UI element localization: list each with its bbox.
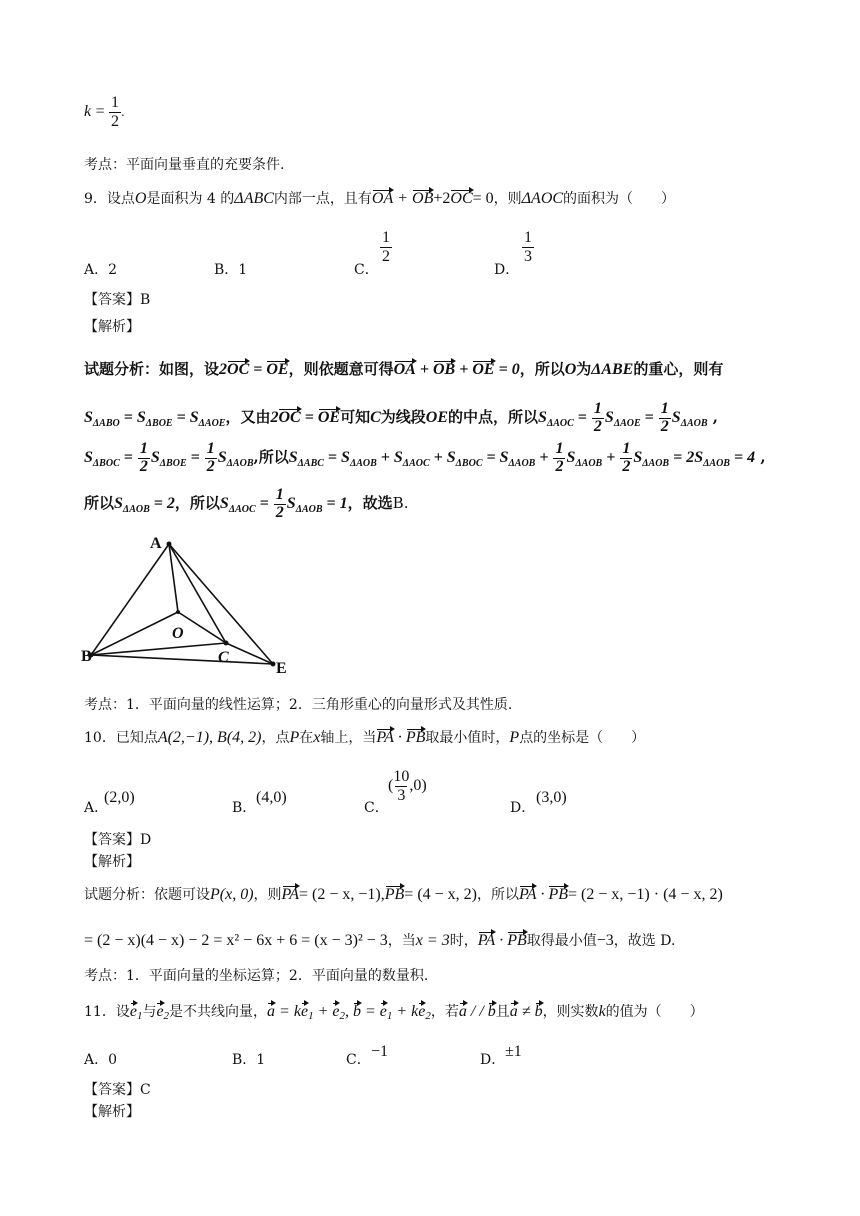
q10-option-c: C． [364,800,389,816]
q9-analysis-line4: 所以$S_{\Delta AOB} = 2$，所以$S_{\Delta AOC}$ = $\frac{1}{2}$ $S_{\Delta AOB} = 1$，故选B. [84,486,409,521]
q10-option-b: B． [232,800,257,816]
q10-option-c-val: ( $\frac{10}{3}$ ,0) [388,768,427,804]
edge-ce [226,643,273,664]
q10-option-a: A． [84,800,109,816]
edge-oc [178,612,226,643]
q10-analysis-line2: = (2 − x)(4 − x) − 2 = x² − 6x + 6 = (x − 3)² − 3，当x = 3时，PA · PB取得最小值−3，故选 D. [84,932,676,949]
q11-option-a: A．0 [84,1052,118,1068]
q10-stem: 10．已知点A(2,−1), B(4, 2)，点P在x轴上，当PA · PB取最小值时，P点的坐标是（ ） [84,729,646,746]
q9-option-c: C． [354,262,379,278]
q9-analysis-line3: $S_{\Delta BOC}$ = $\frac{1}{2}$ $S_{\Delta BOE}$ = $\frac{1}{2}$ $S_{\Delta AOB}$,所以$S_{\Delta ABC} = S_{\Delta AOB} + S_{\Delta AOC} + S_{\Delta BOC} = S_{\Delta AOB}$ + $\frac{1}{2}$ $S_{\Delta AOB}$ + $\frac{1}{2}$ $S_{\Delta AOB} = 2S_{\Delta AOB} = 4$ , [84,440,766,475]
label-o: O [172,625,184,642]
label-c: C [218,649,229,666]
q9-figure [80,528,330,678]
q10-option-a-val: (2,0) [104,789,135,806]
q11-answer: 【答案】C [84,1082,151,1098]
q9-analysis-line1: 试题分析：如图，设2OC = OE，则依题意可得OA + OB + OE = 0，所以O为ΔABE的重心，则有 [84,360,724,378]
label-b: B [81,648,92,665]
q10-option-d: D． [510,800,536,816]
q10-kaodian: 考点：1．平面向量的坐标运算；2．平面向量的数量积. [84,968,429,984]
edge-ab [91,544,169,655]
q9-option-d-frac: $\frac{1}{3}$ [524,229,532,265]
q11-option-c-val: −1 [371,1043,389,1060]
edge-be [91,655,273,664]
edge-ao [169,544,178,612]
q11-option-d: D． [480,1052,506,1068]
label-a: A [150,535,162,552]
q10-analysis-line1: 试题分析：依题可设P(x, 0)，则PA= (2 − x, −1),PB= (4 − x, 2)，所以PA · PB= (2 − x, −1) · (4 − x, 2) [84,886,723,903]
q9-answer: 【答案】B [84,292,151,308]
q9-stem: 9．设点O是面积为 4 的ΔABC内部一点，且有OA + OB+2OC= 0，则ΔAOC的面积为（ ） [84,190,676,207]
q9-option-d: D． [494,262,520,278]
q11-jiexi: 【解析】 [84,1104,140,1120]
q10-jiexi: 【解析】 [84,854,140,870]
q9-option-b: B．1 [214,262,248,278]
q10-option-b-val: (4,0) [256,789,287,806]
q11-option-c: C． [346,1052,371,1068]
kaodian-8: 考点：平面向量垂直的充要条件. [84,157,285,173]
q10-option-d-val: (3,0) [536,789,567,806]
q11-option-b: B．1 [232,1052,266,1068]
label-e: E [276,660,287,677]
q9-option-c-frac: $\frac{1}{2}$ [382,229,390,265]
q9-jiexi: 【解析】 [84,319,140,335]
q11-option-d-val: ±1 [505,1043,522,1060]
q11-stem: 11．设e1与e2是不共线向量，a = ke1 + e2, b = e1 + ke2，若a / / b且a ≠ b，则实数k的值为（ ） [84,1003,704,1022]
q9-option-a: A．2 [84,262,118,278]
q9-analysis-line2: $S_{\Delta ABO} = S_{\Delta BOE} = S_{\Delta AOE}$，又由2OC = OE可知C为线段OE的中点，所以$S_{\Delta AOC}$ = $\frac{1}{2}$ $S_{\Delta AOE}$ = $\frac{1}{2}$ $S_{\Delta AOB}$ , [84,400,718,435]
q9-kaodian: 考点：1．平面向量的线性运算；2．三角形重心的向量形式及其性质. [84,697,513,713]
k-equation: k = $\frac{1}{2}$ . [84,94,125,130]
q10-answer: 【答案】D [84,832,152,848]
